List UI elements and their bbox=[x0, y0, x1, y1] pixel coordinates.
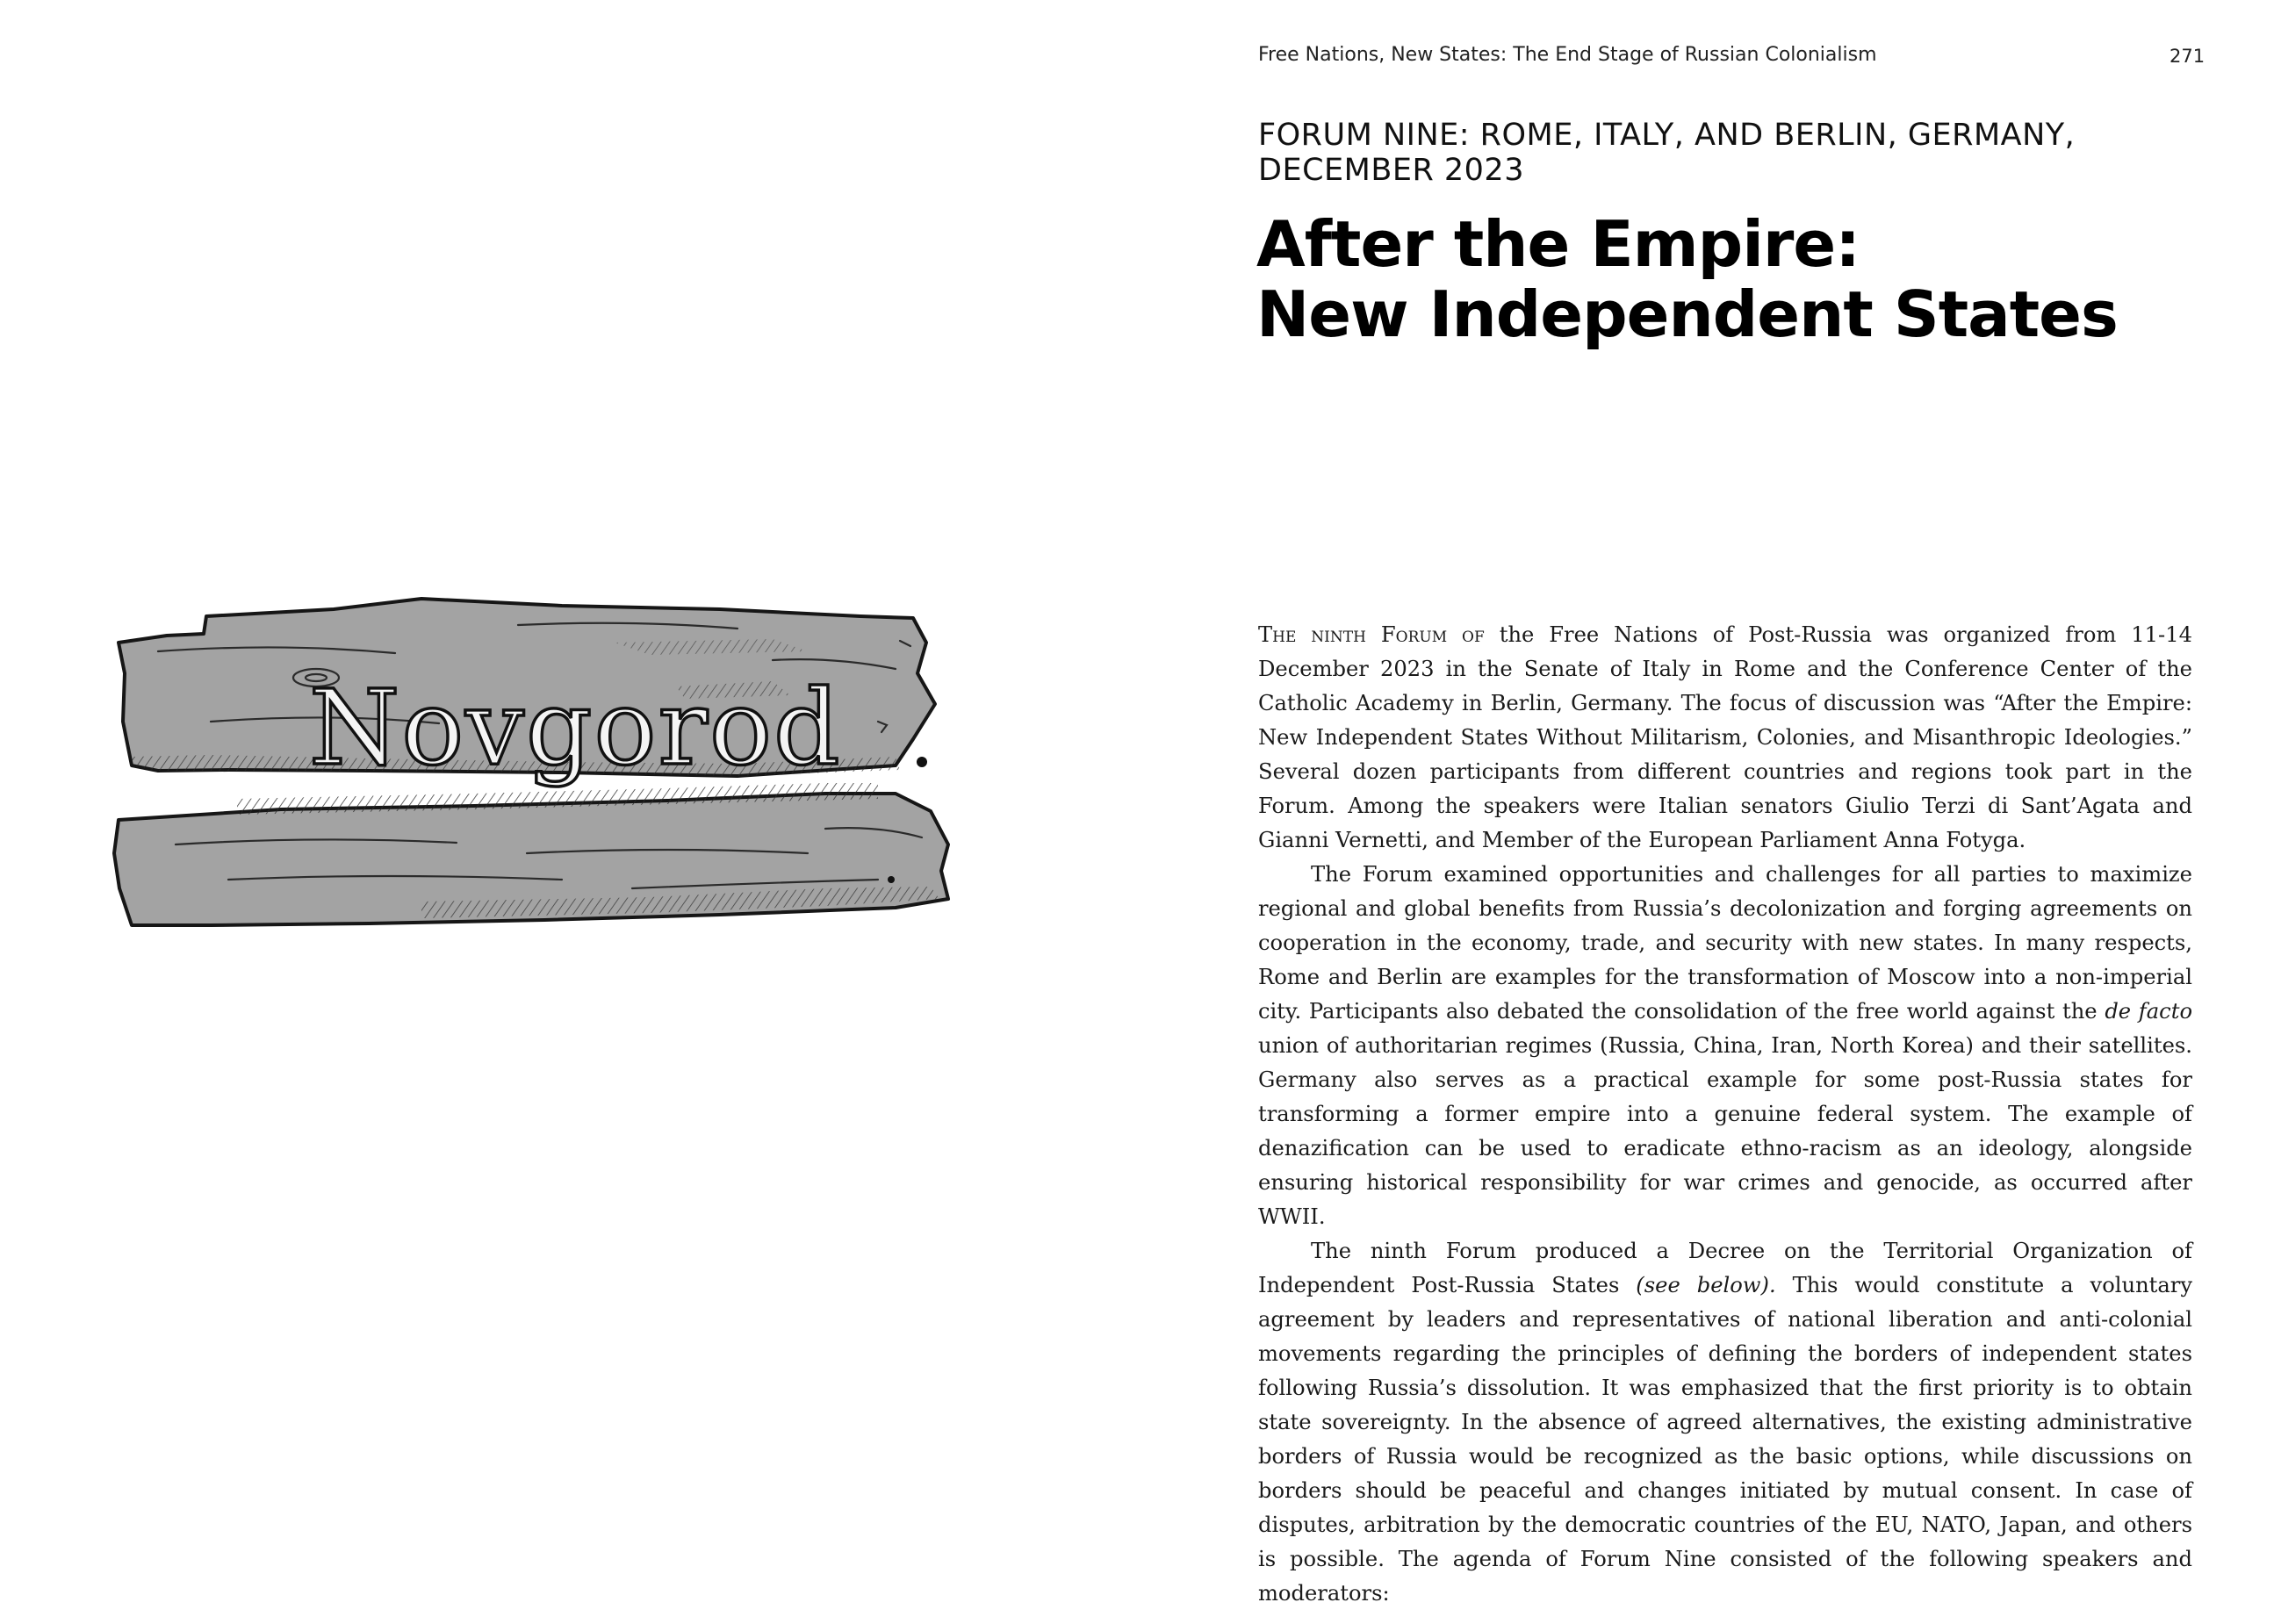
paragraph-3-italic: (see below). bbox=[1636, 1273, 1776, 1297]
wooden-sign-illustration bbox=[105, 590, 1036, 941]
paragraph-1-lead-in: The ninth Forum of bbox=[1258, 622, 1485, 647]
paragraph-1 bbox=[1258, 618, 2192, 858]
running-header: Free Nations, New States: The End Stage of Russian Colonialism bbox=[1258, 44, 1877, 66]
page-number: 271 bbox=[2169, 46, 2205, 67]
chapter-title-line-2: New Independent States bbox=[1256, 277, 2118, 351]
right-page bbox=[1140, 0, 2281, 1624]
paragraph-3 bbox=[1258, 1234, 2192, 1611]
paragraph-2 bbox=[1258, 858, 2192, 1234]
paragraph-2-italic: de facto bbox=[2105, 999, 2193, 1024]
left-page bbox=[0, 0, 1140, 1624]
paragraph-1-text: the Free Nations of Post-Russia was organized from 11-14 December 2023 in the Senate of Italy in Rome and the Conference Center of the Catholic Academy in Berlin, Germany. The focus of discussion was “After the Empire: New Independent States Without Militarism, Colonies, and Misanthropic Ideologies.” Several dozen participants from different countries and regions took part in the Forum. Among the speakers were Italian senators Giulio Terzi di Sant’Agata and Gianni Vernetti, and Member of the European Parliament Anna Fotyga. bbox=[1258, 622, 2192, 852]
forum-heading: FORUM NINE: ROME, ITALY, AND BERLIN, GERMANY, DECEMBER 2023 bbox=[1258, 118, 2076, 188]
body-text bbox=[1258, 618, 2192, 1611]
paragraph-3-text-a: The ninth Forum produced a Decree on the Territorial Organization of Independent Post-Russia States bbox=[1258, 1239, 2192, 1297]
chapter-title bbox=[1256, 209, 2222, 349]
chapter-title-line-1: After the Empire: bbox=[1256, 207, 1860, 281]
paragraph-3-text-b: This would constitute a voluntary agreement by leaders and representatives of national liberation and anti-colonial movements regarding the principles of defining the borders of independent states following Russia’s dissolution. It was emphasized that the first priority is to obtain state sovereignty. In the absence of agreed alternatives, the existing administrative borders of Russia would be recognized as the basic options, while discussions on borders should be peaceful and changes initiated by mutual consent. In case of disputes, arbitration by the democratic countries of the EU, NATO, Japan, and others is possible. The agenda of Forum Nine consisted of the following speakers and moderators: bbox=[1258, 1273, 2193, 1606]
paragraph-2-text-a: The Forum examined opportunities and challenges for all parties to maximize regional and global benefits from Russia’s decolonization and forging agreements on cooperation in the economy, trade, and security with new states. In many respects, Rome and Berlin are examples for the transformation of Moscow into a non-imperial city. Participants also debated the consolidation of the free world against the bbox=[1258, 862, 2192, 1024]
paragraph-2-text-b: union of authoritarian regimes (Russia, China, Iran, North Korea) and their satellites. Germany also serves as a practical example for some post-Russia states for transforming a former empire into a genuine federal system. The example of denazification can be used to eradicate ethno-racism as an ideology, alongside ensuring historical responsibility for war crimes and genocide, as occurred after WWII. bbox=[1258, 1033, 2192, 1229]
sign-lettering: Novgorod bbox=[309, 667, 842, 788]
